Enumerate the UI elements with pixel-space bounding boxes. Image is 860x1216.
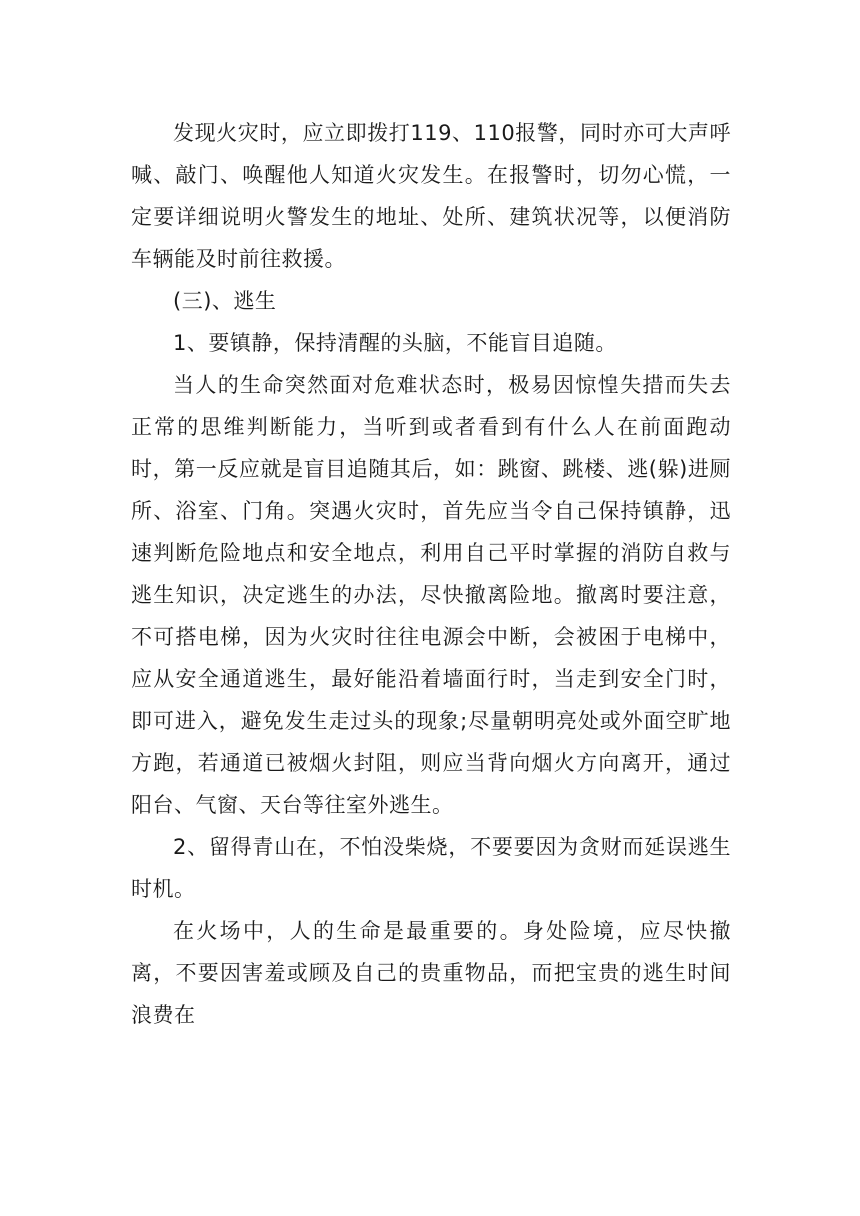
paragraph-fire-report: 发现火灾时，应立即拨打119、110报警，同时亦可大声呼喊、敲门、唤醒他人知道火灾发生。在报警时，切勿心慌，一定要详细说明火警发生的地址、处所、建筑状况等，以便消防车辆能及时前往救援。 xyxy=(131,121,731,271)
section-heading-escape: (三)、逃生 xyxy=(173,289,277,313)
item-heading-stay-calm: 1、要镇静，保持清醒的头脑，不能盲目追随。 xyxy=(173,331,617,355)
document-body xyxy=(131,112,731,1036)
paragraph-stay-calm: 当人的生命突然面对危难状态时，极易因惊惶失措而失去正常的思维判断能力，当听到或者看到有什么人在前面跑动时，第一反应就是盲目追随其后，如：跳窗、跳楼、逃(躲)进厕所、浴室、门角。突遇火灾时，首先应当令自己保持镇静，迅速判断危险地点和安全地点，利用自己平时掌握的消防自救与逃生知识，决定逃生的办法，尽快撤离险地。撤离时要注意，不可搭电梯，因为火灾时往往电源会中断，会被困于电梯中，应从安全通道逃生，最好能沿着墙面行时，当走到安全门时，即可进入，避免发生走过头的现象;尽量朝明亮处或外面空旷地方跑，若通道已被烟火封阻，则应当背向烟火方向离开，通过阳台、气窗、天台等往室外逃生。 xyxy=(131,373,731,817)
item-heading-life-first: 2、留得青山在，不怕没柴烧，不要要因为贪财而延误逃生时机。 xyxy=(131,835,731,901)
paragraph-life-first: 在火场中，人的生命是最重要的。身处险境，应尽快撤离，不要因害羞或顾及自己的贵重物品，而把宝贵的逃生时间浪费在 xyxy=(131,919,731,1027)
